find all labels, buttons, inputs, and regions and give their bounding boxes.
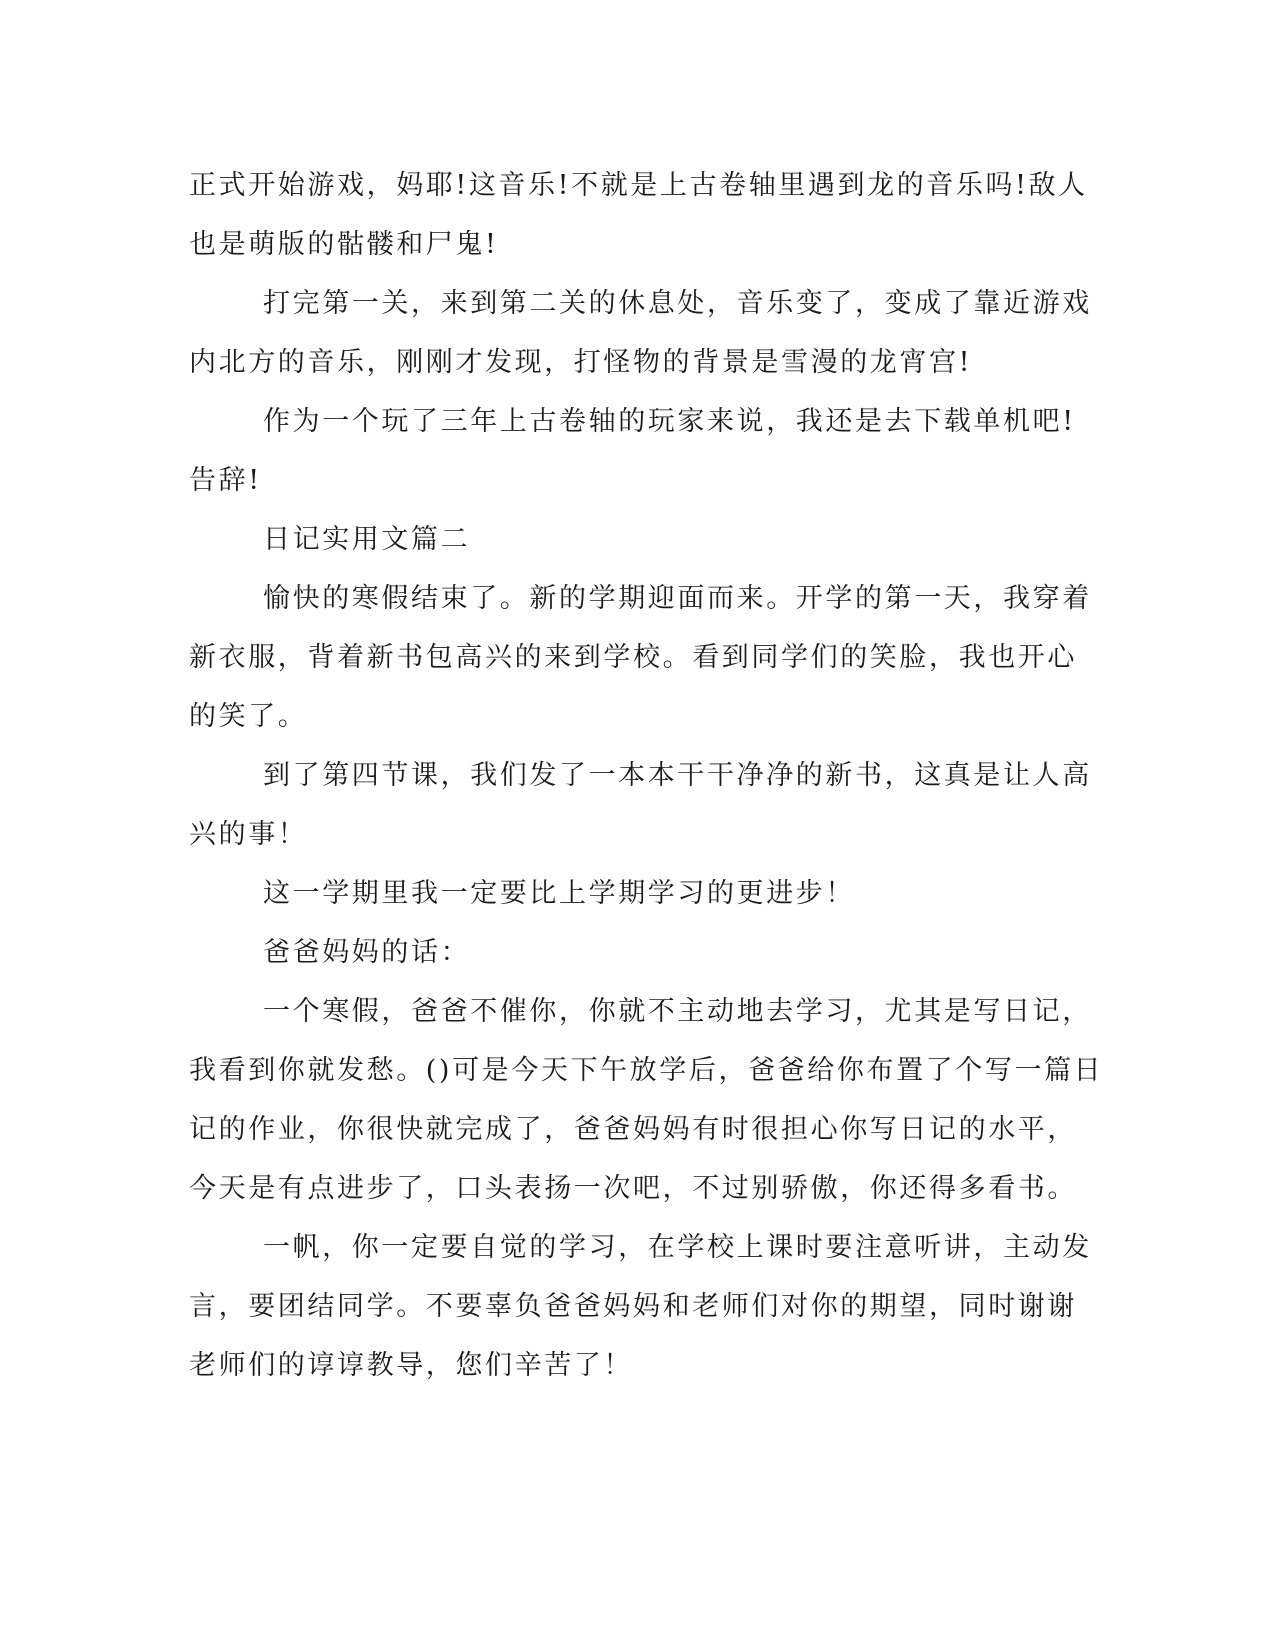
text-line: 到了第四节课，我们发了一本本干干净净的新书，这真是让人高: [263, 760, 1092, 791]
text-line: 兴的事！: [189, 819, 308, 850]
text-line: 一帆，你一定要自觉的学习，在学校上课时要注意听讲，主动发: [263, 1232, 1092, 1263]
text-line: 老师们的谆谆教导，您们辛苦了！: [189, 1350, 633, 1381]
text-line: 言，要团结同学。不要辜负爸爸妈妈和老师们对你的期望，同时谢谢: [189, 1291, 1077, 1322]
text-line: 的笑了。: [189, 701, 308, 732]
text-line: 作为一个玩了三年上古卷轴的玩家来说，我还是去下载单机吧!: [263, 406, 1076, 437]
text-line: 今天是有点进步了，口头表扬一次吧，不过别骄傲，你还得多看书。: [189, 1173, 1077, 1204]
section-heading: 日记实用文篇二: [263, 524, 471, 555]
text-line: 一个寒假，爸爸不催你，你就不主动地去学习，尤其是写日记，: [263, 996, 1092, 1027]
text-line: 记的作业，你很快就完成了，爸爸妈妈有时很担心你写日记的水平，: [189, 1114, 1077, 1145]
text-line: 愉快的寒假结束了。新的学期迎面而来。开学的第一天，我穿着: [263, 583, 1092, 614]
text-line: 也是萌版的骷髅和尸鬼!: [189, 229, 499, 260]
text-line: 爸爸妈妈的话：: [263, 937, 471, 968]
text-line: 这一学期里我一定要比上学期学习的更进步！: [263, 878, 855, 909]
text-line: 打完第一关，来到第二关的休息处，音乐变了，变成了靠近游戏: [263, 288, 1092, 319]
text-line: 正式开始游戏，妈耶!这音乐!不就是上古卷轴里遇到龙的音乐吗!敌人: [189, 170, 1088, 201]
text-line: 我看到你就发愁。()可是今天下午放学后，爸爸给你布置了个写一篇日: [189, 1055, 1104, 1086]
text-line: 告辞!: [189, 465, 262, 496]
text-line: 新衣服，背着新书包高兴的来到学校。看到同学们的笑脸，我也开心: [189, 642, 1077, 673]
text-line: 内北方的音乐，刚刚才发现，打怪物的背景是雪漫的龙宵宫!: [189, 347, 973, 378]
